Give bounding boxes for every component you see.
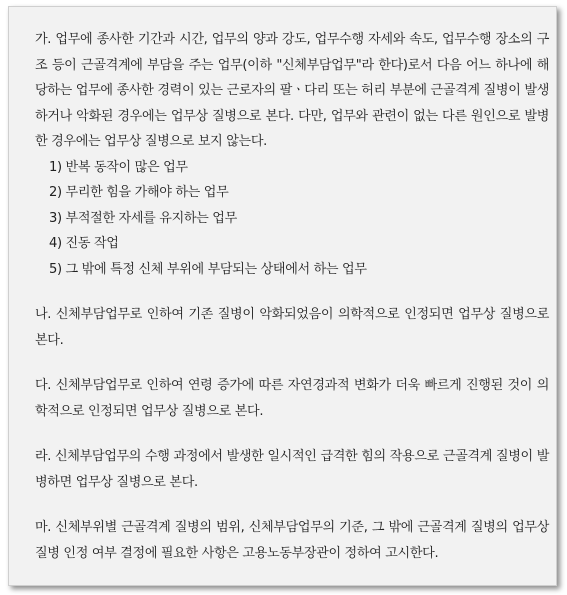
document-panel [8,6,557,586]
paragraph-da: 다. 신체부담업무로 인하여 연령 증가에 따른 자연경과적 변화가 더욱 빠르게 진행된 것이 의학적으로 인정되면 업무상 질병으로 본다. [35,378,549,419]
paragraph-na: 나. 신체부담업무로 인하여 기존 질병이 악화되었음이 의학적으로 인정되면 업무상 질병으로 본다. [35,307,549,348]
list-item: 2) 무리한 힘을 가해야 하는 업무 [49,185,229,200]
paragraph-ra: 라. 신체부담업무의 수행 과정에서 발생한 일시적인 급격한 힘의 작용으로 근골격계 질병이 발병하면 업무상 질병으로 본다. [35,449,549,490]
document-body [35,27,549,566]
list-item: 4) 진동 작업 [49,236,119,251]
list-item: 1) 반복 동작이 많은 업무 [49,159,188,175]
paragraph-ma: 마. 신체부위별 근골격계 질병의 범위, 신체부담업무의 기준, 그 밖에 근골격계 질병의 업무상 질병 인정 여부 결정에 필요한 사항은 고용노동부장관이 정하여 고시한다. [35,520,549,561]
list-item: 3) 부적절한 자세를 유지하는 업무 [49,210,237,226]
paragraph-ga: 가. 업무에 종사한 기간과 시간, 업무의 양과 강도, 업무수행 자세와 속도, 업무수행 장소의 구조 등이 근골격계에 부담을 주는 업무(이하 "신체부담업무"라 한다)로서 다음 어느 하나에 해당하는 업무에 종사한 경력이 있는 근로자의 팔ㆍ다리 또는 허리 부분에 근골격계 질병이 발생하거나 악화된 경우에는 업무상 질병으로 본다. 다만, 업무와 관련이 없는 다른 원인으로 발병한 경우에는 업무상 질병으로 보지 않는다. [35,32,549,149]
list-item: 5) 그 밖에 특정 신체 부위에 부담되는 상태에서 하는 업무 [49,261,367,277]
